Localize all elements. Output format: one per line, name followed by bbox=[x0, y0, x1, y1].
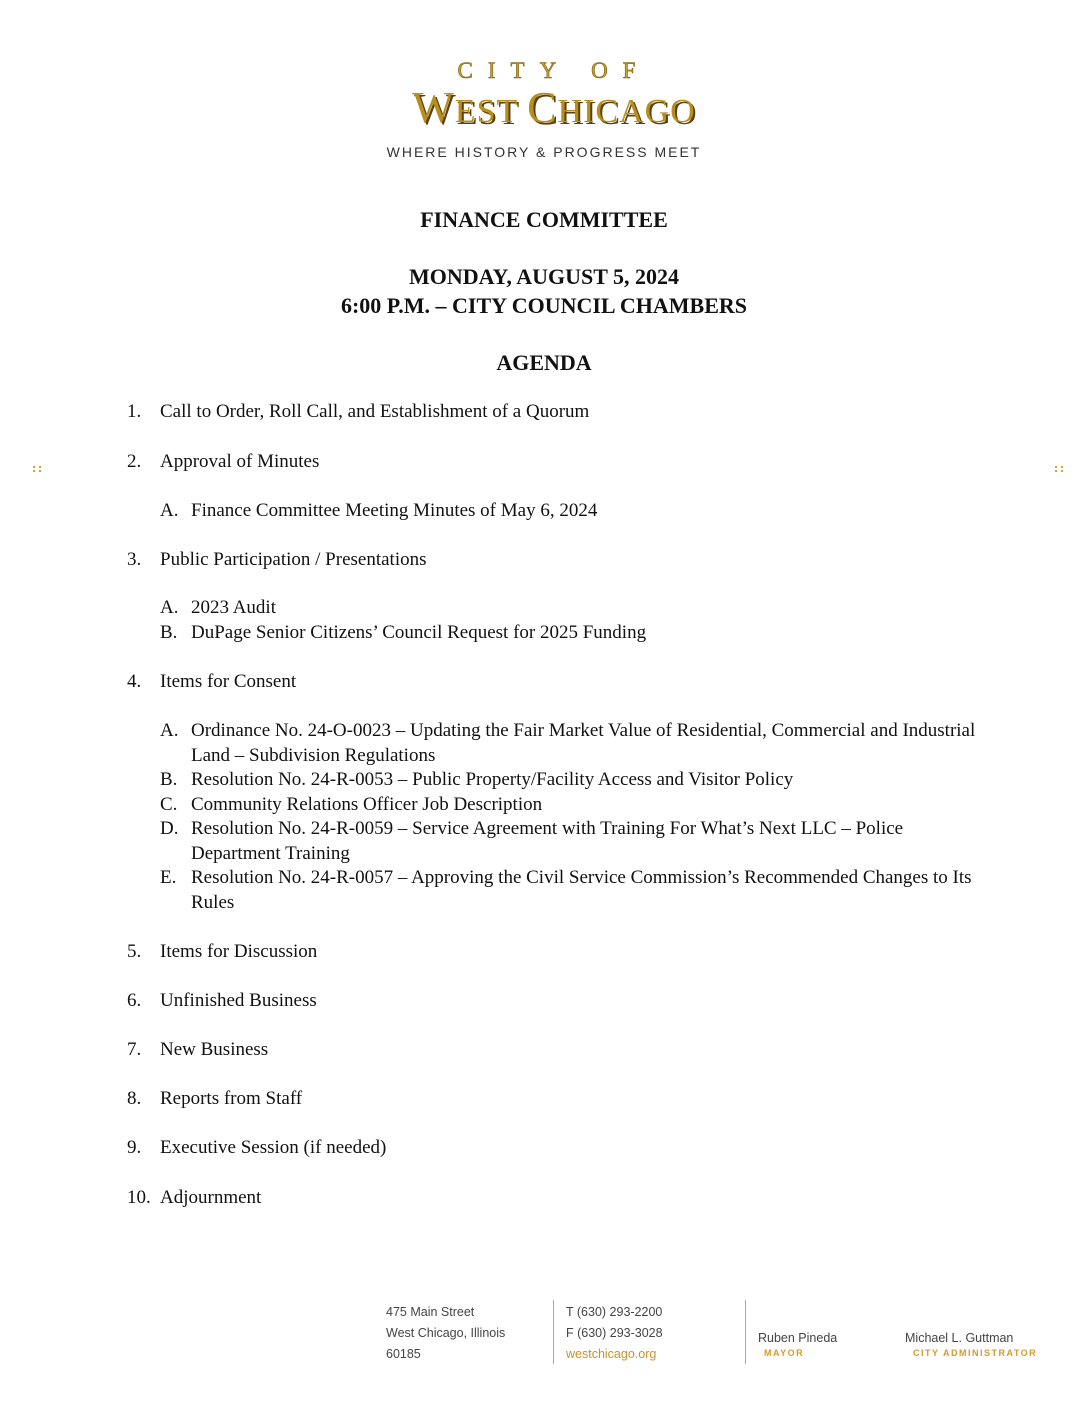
agenda-heading: AGENDA bbox=[496, 350, 592, 375]
city-logo bbox=[0, 58, 1088, 133]
tagline: WHERE HISTORY & PROGRESS MEET bbox=[386, 144, 702, 160]
binder-mark-right bbox=[1055, 466, 1063, 472]
footer-divider bbox=[745, 1300, 746, 1364]
agenda-subitem: A. Finance Committee Meeting Minutes of May 6, 2024 bbox=[160, 500, 598, 521]
footer-address: 475 Main Street West Chicago, Illinois 60185 bbox=[386, 1305, 506, 1361]
footer-mayor: Ruben Pineda MAYOR bbox=[758, 1331, 838, 1358]
agenda-subitem: B. DuPage Senior Citizens’ Council Request for 2025 Funding bbox=[160, 622, 647, 643]
binder-mark-left bbox=[33, 466, 41, 472]
meeting-time-place: 6:00 P.M. – CITY COUNCIL CHAMBERS bbox=[340, 293, 747, 318]
agenda-item: 4. Items for Consent bbox=[127, 671, 297, 692]
agenda-item: 5. Items for Discussion bbox=[127, 941, 318, 962]
agenda-item: 9. Executive Session (if needed) bbox=[127, 1137, 387, 1158]
agenda-subitem: B. Resolution No. 24-R-0053 – Public Property/Facility Access and Visitor Policy bbox=[160, 769, 794, 790]
agenda-subitem: A. 2023 Audit bbox=[160, 597, 276, 618]
agenda-item: 6. Unfinished Business bbox=[127, 990, 317, 1011]
agenda-item: 1. Call to Order, Roll Call, and Establishment of a Quorum bbox=[127, 401, 590, 422]
logo-city-of: CITY OF bbox=[457, 58, 651, 83]
agenda-item: 7. New Business bbox=[127, 1039, 269, 1060]
meeting-date: MONDAY, AUGUST 5, 2024 bbox=[409, 264, 679, 289]
logo-west-chicago: WEST CHICAGO bbox=[412, 83, 696, 132]
agenda-subitem: A. Ordinance No. 24-O-0023 – Updating the Fair Market Value of Residential, Commercial and Industrial Land – Subdivision Regulations bbox=[160, 720, 976, 766]
agenda-item: 8. Reports from Staff bbox=[127, 1088, 303, 1109]
footer-contact: T (630) 293-2200 F (630) 293-3028 westchicago.org bbox=[566, 1302, 663, 1365]
committee-heading: FINANCE COMMITTEE bbox=[420, 207, 668, 232]
agenda-subitem: D. Resolution No. 24-R-0059 – Service Agreement with Training For What’s Next LLC – Police Department Training bbox=[160, 818, 904, 864]
footer-administrator: Michael L. Guttman CITY ADMINISTRATOR bbox=[905, 1331, 1038, 1358]
agenda-subitem: C. Community Relations Officer Job Description bbox=[160, 794, 543, 815]
agenda-item: 3. Public Participation / Presentations bbox=[127, 549, 427, 570]
footer-divider bbox=[553, 1300, 554, 1364]
agenda-item: 10. Adjournment bbox=[127, 1187, 262, 1208]
website-link[interactable]: westchicago.org bbox=[566, 1347, 657, 1361]
agenda-subitem: E. Resolution No. 24-R-0057 – Approving the Civil Service Commission’s Recommended Changes to Its Rules bbox=[160, 867, 972, 913]
agenda-item: 2. Approval of Minutes bbox=[127, 451, 320, 472]
